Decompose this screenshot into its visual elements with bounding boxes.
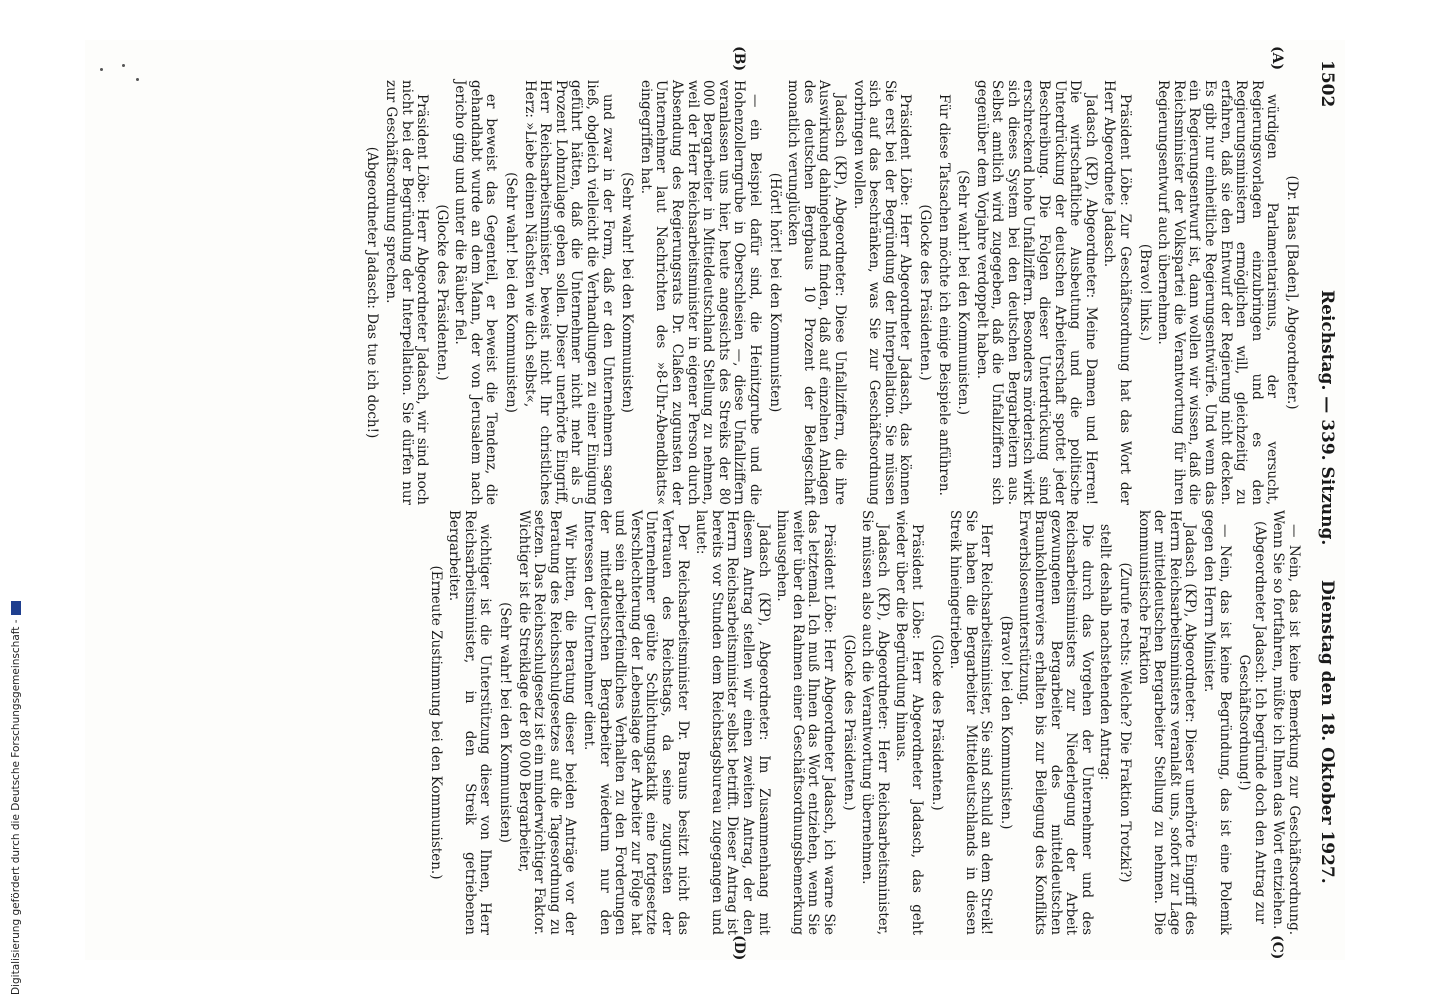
paragraph: — Nein, das ist keine Begründung, das ist eine Polemik gegen den Herrn Minister. [1201, 510, 1233, 935]
interjection: (Sehr wahr! bei den Kommunisten) [503, 172, 520, 413]
paragraph: Herr Reichsarbeitsminister, Sie sind schuld an dem Streik! Sie haben die Bergarbeiter Mitteldeutschlands in diesen Streik hineingetrieben. [947, 510, 995, 935]
paragraph: stellt deshalb nachstehenden Antrag: [1097, 524, 1114, 781]
paragraph: würdigen Parlamentarismus, der versucht, Regierungsvorlagen einzubringen und es den Regierungsministern ermöglichen will, gleichzeitig zu erfahren, daß sie den Entwurf der Regierung nicht decken. Es gibt nur einheitliche Regierungsentwürfe. Und wenn das ein Regierungsentwurf ist, dann wollen wir wissen, daß die Reichsminister der Volkspartei die Verantwortung für ihren Regierungsentwurf auch übernehmen. [1155, 80, 1281, 505]
paragraph: wichtiger ist die Unterstützung dieser von Ihnen, Herr Reichsarbeitsminister, in den Streik getriebenen Bergarbeiter. [446, 510, 494, 935]
paragraph: Präsident Löbe: Herr Abgeordneter Jadasch, das geht wieder über die Begründung hinaus. [893, 510, 925, 935]
interjection: (Glocke des Präsidenten.) [916, 204, 933, 381]
interjection: (Hört! hört! bei den Kommunisten) [766, 172, 783, 413]
interjection: (Glocke des Präsidenten.) [928, 634, 945, 811]
scan-speck [136, 78, 139, 81]
rotated-document-page [85, 40, 1345, 960]
interjection: (Zurufe rechts: Welche? Die Fraktion Trotzki?) [1117, 562, 1134, 883]
dfg-logo-icon [11, 601, 21, 615]
margin-marker-c: (C) [1269, 935, 1285, 960]
paragraph: Jadasch (KP), Abgeordneter: Meine Damen und Herren! Die wirtschaftliche Ausbeutung und die politische Unterdrückung der deutschen Arbeiterschaft spottet jeder Beschreibung. Die Folgen dieser Unterdrückung sind erschreckend hohe Unfallziffern. Besonders mörderisch wirkt sich dieses System bei den deutschen Bergarbeitern aus. Selbst amtlich wird zugegeben, daß die Unfallziffern sich gegenüber dem Vorjahre verdoppelt haben. [973, 80, 1099, 505]
paragraph: — Nein, das ist keine Bemerkung zur Geschäftsordnung. Wenn Sie so fortfahren, müßte ich Ihnen das Wort entziehen. [1270, 510, 1302, 935]
interjection: (Sehr wahr! bei den Kommunisten) [497, 602, 514, 843]
paragraph: Präsident Löbe: Herr Abgeordneter Jadasch, wir sind noch nicht bei der Begründung der Interpellation. Sie dürfen nur zur Geschäftsordnung sprechen. [382, 80, 431, 505]
paragraph: er beweist das Gegenteil, er beweist die Tendenz, die gehandhabt wurde an dem Mann, der von Jerusalem nach Jericho ging und unter die Räuber fiel. [452, 80, 500, 505]
paragraph: und zwar in der Form, daß er den Unternehmern sagen ließ, obgleich vielleicht die Verhandlungen zu einer Einigung geführt hätten, daß die Unternehmer nicht mehr als 5 Prozent Lohnzulage geben sollen. Dieser unerhörte Eingriff, Herr Reichsarbeitsminister, beweist nicht Ihr christliches Herz: »Liebe deinen Nächsten wie dich selbst«, [521, 80, 616, 505]
paragraph: Jadasch (KP), Abgeordneter: Im Zusammenhang mit diesem Antrag stellen wir einen zweiten Antrag, der den Herrn Reichsarbeitsminister selbst betrifft. Dieser Antrag ist bereits vor Stunden dem Reichstagsbureau zugegangen und lautet: [693, 510, 772, 935]
motion-text: Der Reichsarbeitsminister Dr. Brauns besitzt nicht das Vertrauen des Reichstags, da seine zugunsten der Unternehmer geübte Schlichtungstaktik eine fortgesetzte Verschlechterung der Lebenslage der Arbeiter zur Folge hat und sein arbeiterfeindliches Verhalten zu den Forderungen der mitteldeutschen Bergarbeiter wiederum nur den Interessen der Unternehmer dient. [581, 510, 691, 935]
interjection: (Glocke des Präsidenten.) [840, 634, 857, 811]
session-date: Dienstag den 18. Oktober 1927. [1317, 580, 1337, 884]
left-text-column [360, 80, 1301, 505]
margin-marker-b: (B) [731, 46, 747, 72]
page-number: 1502 [1317, 60, 1337, 108]
motion-text: Die durch das Vorgehen der Unternehmer und des Reichsarbeitsministers zur Niederlegung der Arbeit gezwungenen Bergarbeiter des mitteldeutschen Braunkohlenreviers erhalten bis zur Beilegung des Konflikts Erwerbslosenunterstützung. [1016, 510, 1095, 935]
paragraph: — ein Beispiel dafür sind, die Heinitzgrube und die Hohenzollerngrube in Oberschlesien —, diese Unfallziffern veranlassen uns hier, heute angesichts des Streiks der 80 000 Bergarbeiter in Mitteldeutschland Stellung zu nehmen, weil der Herr Reichsarbeitsminister in eigener Person durch Absendung des Regierungsrats Dr. Claßen zugunsten der Unternehmer laut Nachrichten des »8-Uhr-Abendblatts« eingegriffen hat. [637, 80, 763, 505]
interjection: (Sehr wahr! bei den Kommunisten) [619, 172, 636, 413]
speaker-continuation: (Dr. Haas [Baden], Abgeordneter.) [1284, 175, 1300, 410]
paragraph: Jadasch (KP), Abgeordneter: Dieser unerhörte Eingriff des Herrn Reichsarbeitsministers veranlaßt uns, sofort zur Lage der mitteldeutschen Bergarbeiter Stellung zu nehmen. Die kommunistische Fraktion [1135, 510, 1199, 935]
paragraph: Jadasch (KP), Abgeordneter: Diese Unfallziffern, die ihre Auswirkung dahingehend finden, daß auf einzelnen Anlagen des deutschen Bergbaus 10 Prozent der Belegschaft monatlich verunglücken [785, 80, 848, 505]
paragraph: Präsident Löbe: Zur Geschäftsordnung hat das Wort der Herr Abgeordnete Jadasch. [1101, 80, 1134, 505]
paragraph: Wir bitten, die Beratung dieser beiden Anträge vor der Beratung des Reichsschulgesetzes auf die Tagesordnung zu setzen. Das Reichsschulgesetz ist ein minderwichtiger Faktor. Wichtiger ist die Streiklage der 80 000 Bergarbeiter, [515, 510, 579, 935]
interjection: (Bravo! links.) [1136, 243, 1153, 342]
interjection: (Abgeordneter Jadasch: Ich begründe doch den Antrag zur Geschäftsordnung!) [1236, 521, 1268, 924]
paragraph: Präsident Löbe: Herr Abgeordneter Jadasch, ich warne Sie das letztemal. Ich muß Ihnen das Wort entziehen, wenn Sie weiter über den Rahmen einer Geschäftsordnungsbemerkung hinausgehen. [774, 510, 837, 935]
interjection: (Sehr wahr! bei den Kommunisten.) [955, 169, 972, 416]
scan-speck [122, 64, 125, 67]
margin-marker-d: (D) [731, 935, 747, 961]
digitization-credit [10, 15, 26, 995]
credit-text: Digitalisierung gefördert durch die Deutsche Forschungsgemeinschaft - [10, 619, 22, 995]
page-header [1305, 40, 1345, 960]
margin-marker-a: (A) [1269, 46, 1285, 71]
interjection: (Glocke des Präsidenten.) [433, 204, 450, 381]
paragraph: Präsident Löbe: Herr Abgeordneter Jadasch, das können Sie erst bei der Begründung der Interpellation. Sie müssen sich auf das beschränken, was Sie zur Geschäftsordnung vorbringen wollen. [850, 80, 914, 505]
interjection: (Bravo! bei den Kommunisten.) [997, 615, 1014, 830]
scan-speck [100, 68, 103, 71]
paragraph: Jadasch (KP), Abgeordneter: Herr Reichsarbeitsminister, Sie müssen also auch die Verantwortung übernehmen. [859, 510, 891, 935]
session-title: Reichstag. — 339. Sitzung. [1317, 290, 1337, 546]
interjection: (Abgeordneter Jadasch: Das tue ich doch!) [364, 146, 381, 439]
paragraph: Für diese Tatsachen möchte ich einige Beispiele anführen. [935, 94, 952, 496]
interjection: (Erneute Zustimmung bei den Kommunisten.) [427, 565, 444, 880]
right-text-column [423, 510, 1301, 935]
